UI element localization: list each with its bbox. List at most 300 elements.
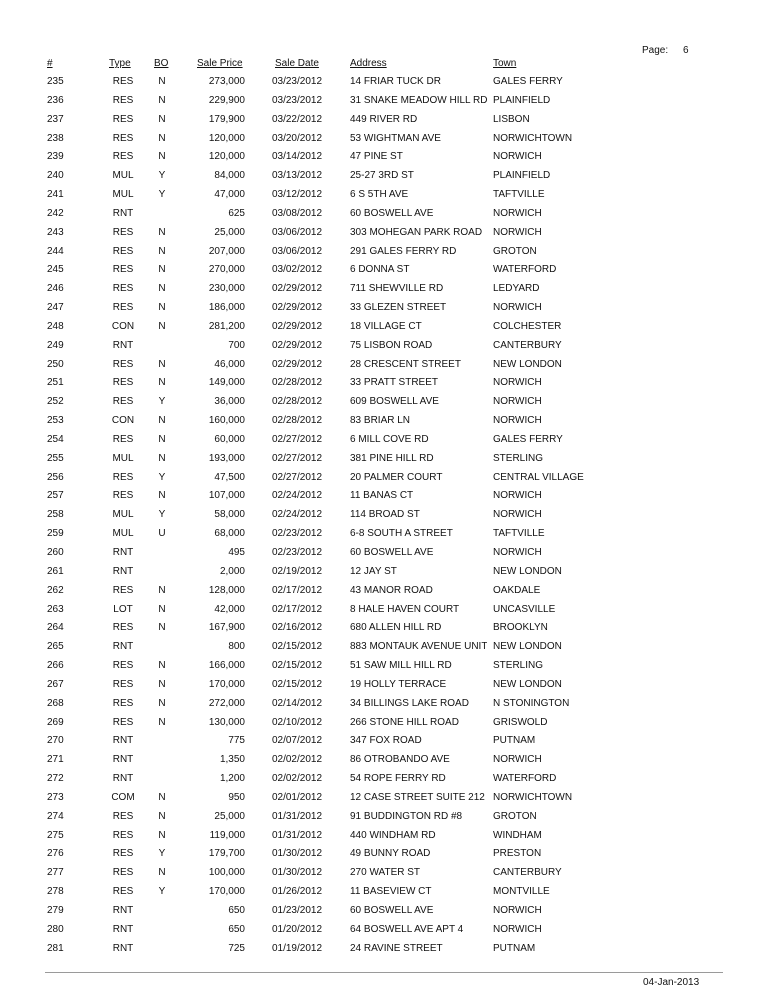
row-number: 274: [47, 810, 64, 822]
row-bo: N: [158, 622, 166, 634]
row-sale-price: 281,200: [208, 320, 245, 332]
row-town: PUTNAM: [493, 942, 536, 954]
row-sale-price: 84,000: [214, 170, 245, 182]
row-bo: N: [158, 113, 166, 125]
row-sale-date: 02/27/2012: [271, 433, 323, 445]
table-row: [0, 622, 768, 641]
row-address: 53 WIGHTMAN AVE: [350, 132, 441, 144]
row-bo: N: [158, 76, 166, 87]
row-bo: N: [158, 358, 166, 370]
row-town: NORWICH: [493, 509, 542, 521]
row-address: 20 PALMER COURT: [350, 471, 443, 483]
row-sale-date: 03/12/2012: [271, 189, 323, 201]
row-type: COM: [111, 791, 135, 803]
row-sale-date: 01/30/2012: [271, 867, 323, 879]
row-number: 255: [47, 452, 64, 464]
row-sale-price: 273,000: [208, 76, 245, 87]
row-number: 247: [47, 302, 64, 314]
row-sale-price: 167,900: [208, 622, 245, 634]
row-sale-date: 03/23/2012: [271, 76, 323, 87]
row-address: 711 SHEWVILLE RD: [350, 283, 444, 295]
row-type: RES: [112, 886, 134, 898]
row-sale-price: 58,000: [214, 509, 245, 521]
row-town: NEW LONDON: [493, 358, 562, 370]
row-town: STERLING: [493, 452, 544, 464]
row-sale-price: 650: [228, 904, 245, 916]
row-sale-date: 02/29/2012: [271, 320, 323, 332]
row-type: RES: [112, 584, 134, 596]
row-sale-date: 02/29/2012: [271, 302, 323, 314]
row-type: RES: [112, 697, 134, 709]
row-address: 114 BROAD ST: [350, 509, 420, 521]
row-bo: N: [158, 660, 166, 672]
table-row: [0, 528, 768, 547]
table-row: [0, 811, 768, 830]
row-number: 257: [47, 490, 64, 502]
row-number: 246: [47, 283, 64, 295]
row-number: 240: [47, 170, 64, 182]
row-sale-price: 166,000: [208, 660, 245, 672]
row-town: GALES FERRY: [493, 433, 563, 445]
row-sale-price: 149,000: [208, 377, 245, 389]
row-bo: N: [158, 151, 166, 163]
row-number: 256: [47, 471, 64, 483]
row-number: 258: [47, 509, 64, 521]
row-bo: Y: [158, 189, 166, 201]
row-sale-price: 2,000: [219, 565, 245, 577]
header-bo: BO: [154, 58, 169, 69]
table-row: [0, 848, 768, 867]
table-row: [0, 943, 768, 962]
row-sale-price: 950: [228, 791, 245, 803]
row-sale-date: 02/27/2012: [271, 471, 323, 483]
row-town: NORWICH: [493, 415, 542, 427]
row-town: GRISWOLD: [493, 716, 548, 728]
row-address: 60 BOSWELL AVE: [350, 207, 434, 219]
row-number: 242: [47, 207, 64, 219]
row-type: RES: [112, 151, 134, 163]
row-address: 33 PRATT STREET: [350, 377, 438, 389]
row-sale-price: 270,000: [208, 264, 245, 276]
row-town: GROTON: [493, 245, 537, 257]
row-sale-price: 42,000: [214, 603, 245, 615]
row-sale-price: 120,000: [208, 132, 245, 144]
table-row: [0, 283, 768, 302]
row-bo: N: [158, 490, 166, 502]
row-town: NORWICH: [493, 923, 542, 935]
row-type: CON: [111, 320, 135, 332]
row-number: 251: [47, 377, 64, 389]
row-bo: N: [158, 603, 166, 615]
row-sale-price: 179,700: [208, 848, 245, 860]
row-number: 277: [47, 867, 64, 879]
table-row: [0, 76, 768, 95]
row-number: 261: [47, 565, 64, 577]
row-sale-date: 03/20/2012: [271, 132, 323, 144]
header-type: Type: [109, 58, 131, 69]
row-number: 244: [47, 245, 64, 257]
row-sale-date: 02/15/2012: [271, 660, 323, 672]
table-row: [0, 151, 768, 170]
row-town: CENTRAL VILLAGE: [493, 471, 584, 483]
row-sale-date: 02/24/2012: [271, 509, 323, 521]
row-sale-date: 02/02/2012: [271, 754, 323, 766]
row-town: NORWICH: [493, 207, 542, 219]
row-bo: Y: [158, 471, 166, 483]
row-bo: N: [158, 810, 166, 822]
row-type: MUL: [112, 509, 134, 521]
row-address: 6 S 5TH AVE: [350, 189, 409, 201]
row-address: 14 FRIAR TUCK DR: [350, 76, 441, 87]
row-type: RES: [112, 113, 134, 125]
row-address: 291 GALES FERRY RD: [350, 245, 457, 257]
row-sale-price: 68,000: [214, 528, 245, 540]
row-town: PUTNAM: [493, 735, 536, 747]
row-bo: N: [158, 283, 166, 295]
row-address: 449 RIVER RD: [350, 113, 418, 125]
row-sale-price: 207,000: [208, 245, 245, 257]
row-sale-price: 775: [228, 735, 245, 747]
row-address: 440 WINDHAM RD: [350, 829, 436, 841]
row-address: 49 BUNNY ROAD: [350, 848, 431, 860]
footer-divider: [45, 972, 723, 973]
row-number: 270: [47, 735, 64, 747]
row-type: RES: [112, 867, 134, 879]
row-sale-date: 02/28/2012: [271, 396, 323, 408]
footer-date: 04-Jan-2013: [643, 977, 700, 988]
row-address: 33 GLEZEN STREET: [350, 302, 447, 314]
table-row: [0, 717, 768, 736]
table-row: [0, 264, 768, 283]
row-town: NEW LONDON: [493, 641, 562, 653]
row-town: LISBON: [493, 113, 530, 125]
table-row: [0, 509, 768, 528]
row-type: RES: [112, 678, 134, 690]
table-row: [0, 434, 768, 453]
row-sale-date: 02/01/2012: [271, 791, 323, 803]
row-address: 11 BANAS CT: [350, 490, 414, 502]
row-sale-price: 119,000: [209, 829, 245, 841]
row-sale-price: 47,000: [214, 189, 245, 201]
row-address: 31 SNAKE MEADOW HILL RD: [350, 94, 487, 106]
row-sale-date: 02/24/2012: [271, 490, 323, 502]
row-number: 236: [47, 94, 64, 106]
row-type: RES: [112, 302, 134, 314]
row-sale-price: 230,000: [208, 283, 245, 295]
row-town: NORWICH: [493, 490, 542, 502]
row-sale-date: 01/26/2012: [271, 886, 323, 898]
row-town: NORWICH: [493, 754, 542, 766]
row-bo: N: [158, 302, 166, 314]
row-sale-price: 186,000: [208, 302, 245, 314]
table-row: [0, 905, 768, 924]
row-town: BROOKLYN: [493, 622, 548, 634]
row-number: 263: [47, 603, 64, 615]
row-address: 47 PINE ST: [350, 151, 403, 163]
table-row: [0, 641, 768, 660]
row-sale-date: 02/28/2012: [271, 415, 323, 427]
row-sale-date: 02/17/2012: [271, 603, 323, 615]
row-address: 60 BOSWELL AVE: [350, 904, 434, 916]
row-address: 18 VILLAGE CT: [350, 320, 422, 332]
row-type: RES: [112, 622, 134, 634]
row-address: 54 ROPE FERRY RD: [350, 773, 446, 785]
row-type: RES: [112, 264, 134, 276]
row-type: RES: [112, 245, 134, 257]
row-sale-date: 03/06/2012: [271, 226, 323, 238]
row-type: RES: [112, 490, 134, 502]
row-type: MUL: [112, 170, 134, 182]
row-number: 238: [47, 132, 64, 144]
row-sale-date: 02/23/2012: [271, 528, 323, 540]
table-row: [0, 585, 768, 604]
row-address: 11 BASEVIEW CT: [350, 886, 432, 898]
row-number: 271: [47, 754, 64, 766]
row-address: 75 LISBON ROAD: [350, 339, 433, 351]
table-row: [0, 208, 768, 227]
table-row: [0, 133, 768, 152]
row-sale-date: 01/31/2012: [271, 829, 323, 841]
row-number: 235: [47, 76, 64, 87]
table-row: [0, 453, 768, 472]
table-row: [0, 377, 768, 396]
row-number: 272: [47, 773, 64, 785]
row-sale-date: 01/31/2012: [271, 810, 323, 822]
row-bo: U: [158, 528, 166, 540]
row-sale-price: 229,900: [208, 94, 245, 106]
table-row: [0, 754, 768, 773]
row-town: WINDHAM: [493, 829, 542, 841]
row-type: CON: [111, 415, 135, 427]
row-number: 279: [47, 904, 64, 916]
row-number: 276: [47, 848, 64, 860]
table-row: [0, 679, 768, 698]
table-row: [0, 604, 768, 623]
row-type: RNT: [112, 641, 134, 653]
row-type: RNT: [112, 904, 134, 916]
row-type: RNT: [112, 735, 134, 747]
table-row: [0, 867, 768, 886]
row-type: LOT: [113, 603, 133, 615]
row-bo: N: [158, 320, 166, 332]
page-label: Page:: [642, 45, 669, 56]
row-town: NEW LONDON: [493, 678, 562, 690]
row-type: RNT: [112, 547, 134, 558]
row-bo: N: [158, 829, 166, 841]
row-bo: N: [158, 716, 166, 728]
row-sale-date: 02/23/2012: [271, 547, 323, 558]
row-type: MUL: [112, 452, 134, 464]
row-number: 268: [47, 697, 64, 709]
row-sale-price: 495: [228, 547, 245, 558]
row-sale-date: 03/02/2012: [271, 264, 323, 276]
row-sale-price: 625: [228, 207, 245, 219]
row-address: 6-8 SOUTH A STREET: [350, 528, 453, 540]
row-bo: Y: [158, 396, 166, 408]
row-bo: N: [158, 415, 166, 427]
row-number: 248: [47, 320, 64, 332]
row-town: OAKDALE: [493, 584, 541, 596]
row-address: 91 BUDDINGTON RD #8: [350, 810, 463, 822]
row-town: STERLING: [493, 660, 544, 672]
table-row: [0, 660, 768, 679]
row-type: RES: [112, 433, 134, 445]
table-row: [0, 547, 768, 566]
row-sale-price: 107,000: [208, 490, 245, 502]
row-number: 252: [47, 396, 64, 408]
row-sale-date: 02/07/2012: [271, 735, 323, 747]
row-town: NORWICH: [493, 547, 542, 558]
row-type: RES: [112, 810, 134, 822]
row-type: RES: [112, 660, 134, 672]
row-number: 269: [47, 716, 64, 728]
row-address: 60 BOSWELL AVE: [350, 547, 434, 558]
row-address: 86 OTROBANDO AVE: [350, 754, 450, 766]
row-address: 8 HALE HAVEN COURT: [350, 603, 460, 615]
row-sale-date: 01/20/2012: [271, 923, 323, 935]
row-bo: N: [158, 791, 166, 803]
row-number: 278: [47, 886, 64, 898]
row-sale-price: 1,350: [219, 754, 245, 766]
row-number: 245: [47, 264, 64, 276]
row-bo: N: [158, 867, 166, 879]
row-bo: Y: [158, 848, 166, 860]
row-town: PRESTON: [493, 848, 542, 860]
header-address: Address: [350, 58, 387, 69]
row-type: RES: [112, 283, 134, 295]
row-sale-date: 01/19/2012: [271, 942, 323, 954]
row-sale-price: 100,000: [208, 867, 245, 879]
row-number: 237: [47, 113, 64, 125]
header-town: Town: [493, 58, 517, 69]
row-sale-price: 47,500: [214, 471, 245, 483]
table-row: [0, 359, 768, 378]
row-sale-date: 02/29/2012: [271, 358, 323, 370]
row-number: 259: [47, 528, 64, 540]
table-row: [0, 396, 768, 415]
row-address: 25-27 3RD ST: [350, 170, 414, 182]
row-type: RES: [112, 132, 134, 144]
page-number: 6: [683, 45, 689, 56]
row-sale-price: 36,000: [214, 396, 245, 408]
row-sale-date: 02/17/2012: [271, 584, 323, 596]
row-town: PLAINFIELD: [493, 94, 551, 106]
row-number: 250: [47, 358, 64, 370]
row-sale-date: 03/08/2012: [271, 207, 323, 219]
row-type: RES: [112, 396, 134, 408]
row-type: RNT: [112, 339, 134, 351]
row-sale-date: 02/14/2012: [271, 697, 323, 709]
row-sale-date: 02/29/2012: [271, 339, 323, 351]
header-sale-price: Sale Price: [197, 58, 243, 69]
row-address: 347 FOX ROAD: [350, 735, 422, 747]
row-number: 264: [47, 622, 64, 634]
table-row: [0, 792, 768, 811]
row-town: GALES FERRY: [493, 76, 563, 87]
row-bo: Y: [158, 886, 166, 898]
row-sale-price: 120,000: [208, 151, 245, 163]
row-sale-price: 46,000: [214, 358, 245, 370]
table-row: [0, 170, 768, 189]
table-row: [0, 189, 768, 208]
row-sale-price: 128,000: [208, 584, 245, 596]
row-bo: N: [158, 132, 166, 144]
table-row: [0, 246, 768, 265]
row-sale-date: 01/30/2012: [271, 848, 323, 860]
row-sale-price: 170,000: [208, 678, 245, 690]
row-type: RNT: [112, 565, 134, 577]
row-sale-date: 02/15/2012: [271, 678, 323, 690]
row-sale-date: 01/23/2012: [271, 904, 323, 916]
row-sale-date: 03/23/2012: [271, 94, 323, 106]
row-address: 6 MILL COVE RD: [350, 433, 429, 445]
row-town: NORWICH: [493, 377, 542, 389]
row-number: 249: [47, 339, 64, 351]
row-address: 12 CASE STREET SUITE 212: [350, 791, 485, 803]
row-town: NORWICH: [493, 151, 542, 163]
row-number: 241: [47, 189, 64, 201]
table-row: [0, 472, 768, 491]
row-number: 267: [47, 678, 64, 690]
row-type: RNT: [112, 754, 134, 766]
row-address: 19 HOLLY TERRACE: [350, 678, 447, 690]
row-number: 239: [47, 151, 64, 163]
row-bo: N: [158, 94, 166, 106]
row-sale-price: 193,000: [208, 452, 245, 464]
table-row: [0, 415, 768, 434]
row-type: RES: [112, 829, 134, 841]
row-type: RNT: [112, 207, 134, 219]
table-row: [0, 321, 768, 340]
row-number: 265: [47, 641, 64, 653]
row-address: 64 BOSWELL AVE APT 4: [350, 923, 464, 935]
row-town: TAFTVILLE: [493, 189, 545, 201]
row-number: 253: [47, 415, 64, 427]
row-number: 273: [47, 791, 64, 803]
row-number: 262: [47, 584, 64, 596]
row-town: NORWICHTOWN: [493, 132, 573, 144]
row-town: WATERFORD: [493, 264, 557, 276]
row-town: TAFTVILLE: [493, 528, 545, 540]
row-address: 51 SAW MILL HILL RD: [350, 660, 452, 672]
row-type: MUL: [112, 189, 134, 201]
row-number: 266: [47, 660, 64, 672]
row-sale-price: 25,000: [214, 810, 245, 822]
row-sale-date: 02/02/2012: [271, 773, 323, 785]
row-type: RES: [112, 471, 134, 483]
row-town: LEDYARD: [493, 283, 540, 295]
row-type: RES: [112, 226, 134, 238]
row-sale-date: 03/06/2012: [271, 245, 323, 257]
row-number: 254: [47, 433, 64, 445]
row-town: NEW LONDON: [493, 565, 562, 577]
row-town: NORWICH: [493, 302, 542, 314]
row-sale-price: 170,000: [208, 886, 245, 898]
row-sale-date: 02/28/2012: [271, 377, 323, 389]
row-bo: N: [158, 377, 166, 389]
row-address: 270 WATER ST: [350, 867, 421, 879]
row-number: 275: [47, 829, 64, 841]
row-type: RES: [112, 358, 134, 370]
row-sale-date: 02/15/2012: [271, 641, 323, 653]
table-row: [0, 698, 768, 717]
row-sale-price: 725: [228, 942, 245, 954]
table-row: [0, 830, 768, 849]
row-address: 303 MOHEGAN PARK ROAD: [350, 226, 483, 238]
row-type: RES: [112, 94, 134, 106]
row-type: RNT: [112, 923, 134, 935]
row-bo: N: [158, 584, 166, 596]
